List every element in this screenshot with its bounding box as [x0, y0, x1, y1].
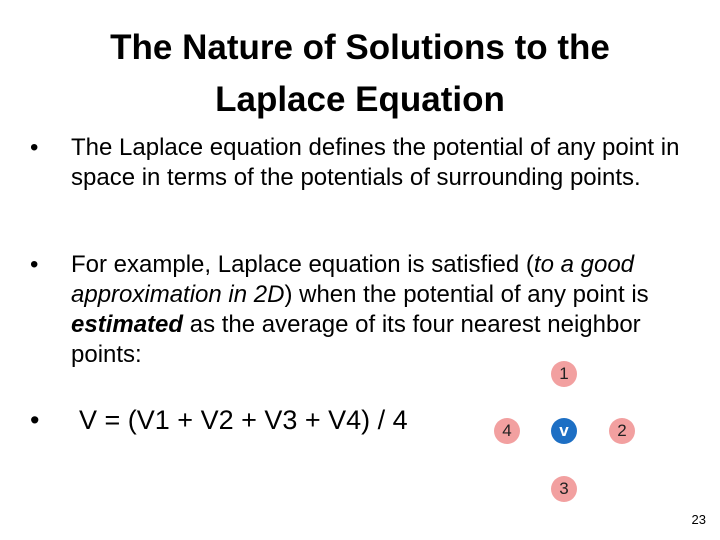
- bullet-marker: •: [30, 134, 39, 161]
- bullet-2-text-part-5: as the average of its four nearest neighbor points:: [71, 311, 641, 368]
- title-line-1: The Nature of Solutions to the: [110, 28, 610, 67]
- title-line-2: Laplace Equation: [215, 80, 505, 119]
- page-number: 23: [691, 512, 706, 527]
- bullet-1-text: The Laplace equation defines the potential of any point in space in terms of the potentials of surrounding points.: [71, 134, 680, 191]
- bullet-marker: •: [30, 405, 40, 435]
- bullet-1: [30, 133, 680, 233]
- bullet-2: [30, 250, 680, 380]
- center-node-v: v: [551, 418, 577, 444]
- neighbor-node-1: 1: [551, 361, 577, 387]
- bullet-2-text-part-3: ) when the potential of any point is: [284, 281, 649, 308]
- neighbor-node-4: 4: [494, 418, 520, 444]
- bullet-2-italic-phrase: to a good approximation in 2D: [71, 251, 635, 308]
- bullet-2-emphasis-estimated: estimated: [71, 311, 184, 338]
- neighbor-node-3: 3: [551, 476, 577, 502]
- bullet-2-text: [71, 250, 681, 370]
- bullet-3: [30, 403, 680, 443]
- formula: V = (V1 + V2 + V3 + V4) / 4: [79, 405, 408, 435]
- slide-title: [0, 22, 720, 126]
- bullet-2-text-part-1: For example, Laplace equation is satisfied (: [71, 251, 534, 278]
- bullet-marker: •: [30, 251, 39, 278]
- neighbor-node-2: 2: [609, 418, 635, 444]
